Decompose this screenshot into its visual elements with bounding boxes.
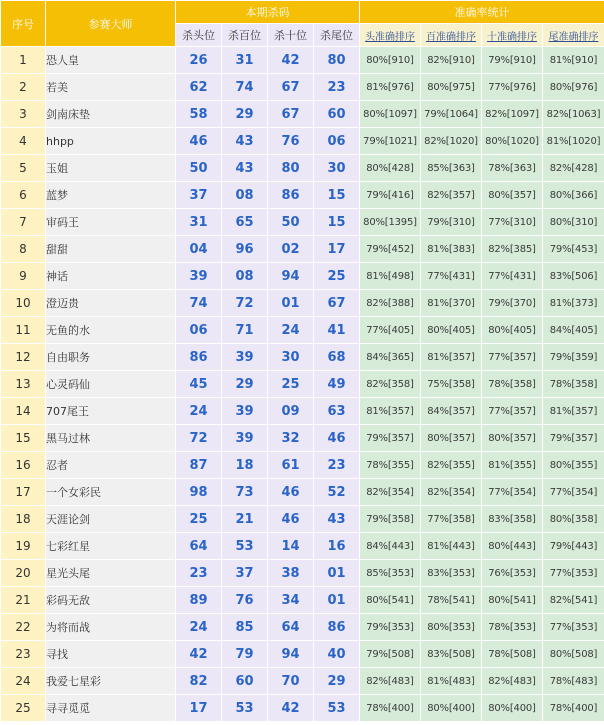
kill-tail-value: 01 [314,587,360,614]
expert-name: 我爱七星彩 [46,668,176,695]
accuracy-hundreds-value: 77%[358] [421,506,482,533]
expert-name: 黑马过林 [46,425,176,452]
kill-head-value: 23 [176,560,222,587]
kill-tens-value: 42 [268,695,314,722]
kill-tail-value: 15 [314,209,360,236]
accuracy-tail-value: 83%[506] [543,263,604,290]
row-number: 19 [1,533,46,560]
kill-tens-value: 25 [268,371,314,398]
row-number: 6 [1,182,46,209]
expert-name: 恐人皇 [46,47,176,74]
accuracy-head-value: 81%[976] [360,74,421,101]
accuracy-tens-value: 77%[357] [482,344,543,371]
kill-hundreds-value: 37 [222,560,268,587]
accuracy-tail-value: 80%[508] [543,641,604,668]
accuracy-tail-value: 78%[400] [543,695,604,722]
expert-name: 彩码无敌 [46,587,176,614]
table-row [1,695,604,722]
kill-hundreds-value: 31 [222,47,268,74]
expert-name: 心灵码仙 [46,371,176,398]
row-number: 16 [1,452,46,479]
accuracy-tail-value: 82%[1063] [543,101,604,128]
table-row [1,371,604,398]
kill-tens-value: 38 [268,560,314,587]
accuracy-head-value: 81%[498] [360,263,421,290]
table-row [1,101,604,128]
accuracy-tail-value: 82%[541] [543,587,604,614]
accuracy-tens-value: 81%[355] [482,452,543,479]
accuracy-tail-value: 81%[357] [543,398,604,425]
accuracy-tail-value: 77%[353] [543,614,604,641]
expert-name: 甜甜 [46,236,176,263]
accuracy-hundreds-value: 79%[310] [421,209,482,236]
kill-tens-value: 50 [268,209,314,236]
accuracy-tens-value: 80%[1020] [482,128,543,155]
kill-tail-value: 25 [314,263,360,290]
accuracy-hundreds-value: 85%[363] [421,155,482,182]
kill-head-value: 31 [176,209,222,236]
kill-head-value: 82 [176,668,222,695]
accuracy-head-value: 78%[355] [360,452,421,479]
accuracy-tens-value: 83%[358] [482,506,543,533]
kill-tail-value: 01 [314,560,360,587]
kill-hundreds-value: 73 [222,479,268,506]
kill-tens-value: 46 [268,506,314,533]
accuracy-tens-value: 77%[976] [482,74,543,101]
kill-hundreds-value: 21 [222,506,268,533]
accuracy-hundreds-value: 75%[358] [421,371,482,398]
kill-hundreds-value: 72 [222,290,268,317]
expert-name: 天涯论剑 [46,506,176,533]
accuracy-head-value: 80%[1097] [360,101,421,128]
table-row [1,425,604,452]
kill-head-value: 04 [176,236,222,263]
accuracy-head-value: 79%[508] [360,641,421,668]
row-number: 20 [1,560,46,587]
row-number: 7 [1,209,46,236]
row-number: 11 [1,317,46,344]
header-number: 序号 [1,1,46,47]
accuracy-head-value: 80%[910] [360,47,421,74]
accuracy-head-value: 85%[353] [360,560,421,587]
expert-name: 为将而战 [46,614,176,641]
accuracy-tail-value: 78%[483] [543,668,604,695]
kill-hundreds-value: 39 [222,398,268,425]
kill-tens-value: 34 [268,587,314,614]
accuracy-tens-value: 78%[508] [482,641,543,668]
kill-hundreds-value: 43 [222,128,268,155]
table-row [1,236,604,263]
accuracy-tens-value: 80%[357] [482,425,543,452]
accuracy-tail-value: 81%[373] [543,290,604,317]
expert-name: 寻找 [46,641,176,668]
accuracy-tens-value: 82%[1097] [482,101,543,128]
kill-tens-value: 94 [268,263,314,290]
header-expert: 参赛大师 [46,1,176,47]
kill-head-value: 26 [176,47,222,74]
header-kill-tens: 杀十位 [268,24,314,47]
table-row [1,614,604,641]
kill-hundreds-value: 53 [222,533,268,560]
accuracy-tens-value: 82%[385] [482,236,543,263]
kill-hundreds-value: 29 [222,101,268,128]
kill-tail-value: 49 [314,371,360,398]
kill-hundreds-value: 39 [222,344,268,371]
table-row [1,641,604,668]
kill-hundreds-value: 53 [222,695,268,722]
kill-tens-value: 42 [268,47,314,74]
accuracy-head-value: 84%[443] [360,533,421,560]
accuracy-head-value: 80%[428] [360,155,421,182]
kill-hundreds-value: 29 [222,371,268,398]
accuracy-hundreds-value: 82%[910] [421,47,482,74]
expert-name: 蓝梦 [46,182,176,209]
row-number: 9 [1,263,46,290]
table-row [1,155,604,182]
sort-link-head[interactable]: 头准确排序 [360,24,421,47]
kill-hundreds-value: 08 [222,182,268,209]
kill-tens-value: 76 [268,128,314,155]
kill-head-value: 37 [176,182,222,209]
accuracy-hundreds-value: 77%[431] [421,263,482,290]
header-row-top [1,1,604,24]
table-row [1,74,604,101]
kill-head-value: 64 [176,533,222,560]
accuracy-head-value: 79%[358] [360,506,421,533]
kill-head-value: 50 [176,155,222,182]
kill-tail-value: 06 [314,128,360,155]
table-row [1,47,604,74]
kill-tens-value: 67 [268,101,314,128]
header-kill-head: 杀头位 [176,24,222,47]
kill-head-value: 46 [176,128,222,155]
expert-name: 神话 [46,263,176,290]
sort-link-hundreds[interactable]: 百准确排序 [421,24,482,47]
accuracy-tail-value: 81%[910] [543,47,604,74]
kill-hundreds-value: 85 [222,614,268,641]
accuracy-tens-value: 77%[310] [482,209,543,236]
accuracy-hundreds-value: 81%[357] [421,344,482,371]
header-kill-tail: 杀尾位 [314,24,360,47]
accuracy-hundreds-value: 78%[541] [421,587,482,614]
kill-tens-value: 14 [268,533,314,560]
accuracy-tens-value: 79%[910] [482,47,543,74]
accuracy-hundreds-value: 82%[355] [421,452,482,479]
accuracy-tail-value: 79%[357] [543,425,604,452]
accuracy-hundreds-value: 80%[353] [421,614,482,641]
kill-tail-value: 41 [314,317,360,344]
accuracy-tail-value: 80%[310] [543,209,604,236]
table-body [1,47,604,722]
accuracy-head-value: 84%[365] [360,344,421,371]
accuracy-head-value: 77%[405] [360,317,421,344]
kill-tail-value: 15 [314,182,360,209]
expert-name: 一个女彩民 [46,479,176,506]
accuracy-head-value: 78%[400] [360,695,421,722]
accuracy-head-value: 82%[358] [360,371,421,398]
kill-hundreds-value: 71 [222,317,268,344]
kill-tens-value: 80 [268,155,314,182]
kill-tail-value: 68 [314,344,360,371]
table-row [1,587,604,614]
accuracy-tail-value: 77%[354] [543,479,604,506]
accuracy-hundreds-value: 81%[483] [421,668,482,695]
accuracy-tens-value: 77%[357] [482,398,543,425]
kill-tail-value: 29 [314,668,360,695]
accuracy-tail-value: 80%[976] [543,74,604,101]
kill-tail-value: 23 [314,74,360,101]
row-number: 15 [1,425,46,452]
accuracy-head-value: 82%[388] [360,290,421,317]
accuracy-head-value: 80%[1395] [360,209,421,236]
accuracy-head-value: 79%[416] [360,182,421,209]
accuracy-hundreds-value: 81%[383] [421,236,482,263]
accuracy-tail-value: 81%[1020] [543,128,604,155]
kill-tens-value: 64 [268,614,314,641]
accuracy-head-value: 79%[353] [360,614,421,641]
kill-tail-value: 52 [314,479,360,506]
expert-name: 寻寻觅觅 [46,695,176,722]
expert-name: 七彩红星 [46,533,176,560]
accuracy-tens-value: 76%[353] [482,560,543,587]
row-number: 5 [1,155,46,182]
expert-name: 星光头尾 [46,560,176,587]
accuracy-tens-value: 80%[400] [482,695,543,722]
accuracy-hundreds-value: 80%[357] [421,425,482,452]
kill-head-value: 74 [176,290,222,317]
kill-hundreds-value: 96 [222,236,268,263]
row-number: 13 [1,371,46,398]
accuracy-hundreds-value: 82%[354] [421,479,482,506]
kill-hundreds-value: 79 [222,641,268,668]
kill-head-value: 98 [176,479,222,506]
kill-tail-value: 53 [314,695,360,722]
row-number: 1 [1,47,46,74]
kill-hundreds-value: 76 [222,587,268,614]
row-number: 2 [1,74,46,101]
kill-tens-value: 86 [268,182,314,209]
table-row [1,290,604,317]
row-number: 23 [1,641,46,668]
accuracy-head-value: 79%[1021] [360,128,421,155]
accuracy-head-value: 79%[452] [360,236,421,263]
kill-tens-value: 67 [268,74,314,101]
kill-hundreds-value: 18 [222,452,268,479]
table-row [1,209,604,236]
accuracy-tail-value: 80%[366] [543,182,604,209]
kill-head-value: 86 [176,344,222,371]
table-row [1,479,604,506]
kill-tail-value: 63 [314,398,360,425]
kill-tens-value: 30 [268,344,314,371]
accuracy-hundreds-value: 84%[357] [421,398,482,425]
row-number: 3 [1,101,46,128]
table-row [1,317,604,344]
table-row [1,263,604,290]
accuracy-tens-value: 78%[353] [482,614,543,641]
expert-name: 无鱼的水 [46,317,176,344]
expert-name: 玉姐 [46,155,176,182]
accuracy-tail-value: 77%[353] [543,560,604,587]
kill-tail-value: 67 [314,290,360,317]
table-row [1,506,604,533]
expert-name: 剑南床垫 [46,101,176,128]
kill-tail-value: 43 [314,506,360,533]
accuracy-head-value: 81%[357] [360,398,421,425]
accuracy-hundreds-value: 83%[508] [421,641,482,668]
accuracy-tail-value: 80%[355] [543,452,604,479]
kill-head-value: 89 [176,587,222,614]
row-number: 4 [1,128,46,155]
accuracy-tens-value: 80%[443] [482,533,543,560]
kill-tail-value: 30 [314,155,360,182]
table-row [1,668,604,695]
expert-name: 审码王 [46,209,176,236]
header-kill-hundreds: 杀百位 [222,24,268,47]
accuracy-head-value: 80%[541] [360,587,421,614]
accuracy-hundreds-value: 80%[975] [421,74,482,101]
kill-hundreds-value: 08 [222,263,268,290]
accuracy-tail-value: 79%[443] [543,533,604,560]
kill-tens-value: 70 [268,668,314,695]
kill-tail-value: 17 [314,236,360,263]
row-number: 25 [1,695,46,722]
kill-hundreds-value: 43 [222,155,268,182]
expert-name: 自由职务 [46,344,176,371]
kill-head-value: 62 [176,74,222,101]
kill-hundreds-value: 60 [222,668,268,695]
accuracy-tens-value: 78%[358] [482,371,543,398]
row-number: 21 [1,587,46,614]
accuracy-head-value: 79%[357] [360,425,421,452]
kill-head-value: 39 [176,263,222,290]
kill-tens-value: 46 [268,479,314,506]
accuracy-tail-value: 79%[359] [543,344,604,371]
table-row [1,560,604,587]
accuracy-tail-value: 84%[405] [543,317,604,344]
accuracy-hundreds-value: 83%[353] [421,560,482,587]
table-row [1,398,604,425]
expert-name: hhpp [46,128,176,155]
expert-name: 澄迈贵 [46,290,176,317]
kill-tens-value: 94 [268,641,314,668]
kill-tail-value: 16 [314,533,360,560]
accuracy-hundreds-value: 81%[370] [421,290,482,317]
header-kill-group: 本期杀码 [176,1,360,24]
kill-head-value: 45 [176,371,222,398]
accuracy-hundreds-value: 79%[1064] [421,101,482,128]
header-stat-group: 准确率统计 [360,1,604,24]
row-number: 14 [1,398,46,425]
kill-head-value: 06 [176,317,222,344]
kill-head-value: 87 [176,452,222,479]
kill-head-value: 25 [176,506,222,533]
accuracy-tens-value: 80%[541] [482,587,543,614]
accuracy-tens-value: 77%[354] [482,479,543,506]
kill-head-value: 24 [176,398,222,425]
kill-head-value: 24 [176,614,222,641]
kill-tail-value: 80 [314,47,360,74]
kill-tail-value: 60 [314,101,360,128]
accuracy-hundreds-value: 80%[400] [421,695,482,722]
kill-tail-value: 46 [314,425,360,452]
accuracy-head-value: 82%[354] [360,479,421,506]
accuracy-tail-value: 82%[428] [543,155,604,182]
kill-hundreds-value: 65 [222,209,268,236]
kill-tail-value: 40 [314,641,360,668]
kill-tens-value: 01 [268,290,314,317]
table-row [1,182,604,209]
kill-tail-value: 23 [314,452,360,479]
kill-hundreds-value: 74 [222,74,268,101]
accuracy-tens-value: 80%[405] [482,317,543,344]
sort-link-tens[interactable]: 十准确排序 [482,24,543,47]
accuracy-head-value: 82%[483] [360,668,421,695]
kill-tail-value: 86 [314,614,360,641]
kill-head-value: 72 [176,425,222,452]
accuracy-hundreds-value: 82%[357] [421,182,482,209]
accuracy-tens-value: 80%[357] [482,182,543,209]
table-row [1,344,604,371]
sort-link-tail[interactable]: 尾准确排序 [543,24,604,47]
row-number: 8 [1,236,46,263]
accuracy-tail-value: 79%[453] [543,236,604,263]
accuracy-tail-value: 78%[358] [543,371,604,398]
kill-tens-value: 24 [268,317,314,344]
expert-name: 707尾王 [46,398,176,425]
accuracy-hundreds-value: 82%[1020] [421,128,482,155]
row-number: 17 [1,479,46,506]
accuracy-tail-value: 80%[358] [543,506,604,533]
row-number: 10 [1,290,46,317]
kill-tens-value: 61 [268,452,314,479]
kill-tens-value: 02 [268,236,314,263]
kill-tens-value: 09 [268,398,314,425]
row-number: 12 [1,344,46,371]
expert-name: 若美 [46,74,176,101]
accuracy-hundreds-value: 80%[405] [421,317,482,344]
kill-head-value: 58 [176,101,222,128]
kill-head-value: 42 [176,641,222,668]
accuracy-tens-value: 82%[483] [482,668,543,695]
accuracy-hundreds-value: 81%[443] [421,533,482,560]
accuracy-tens-value: 79%[370] [482,290,543,317]
kill-tens-value: 32 [268,425,314,452]
table-row [1,128,604,155]
row-number: 24 [1,668,46,695]
expert-name: 忍者 [46,452,176,479]
accuracy-tens-value: 77%[431] [482,263,543,290]
row-number: 22 [1,614,46,641]
kill-hundreds-value: 39 [222,425,268,452]
accuracy-tens-value: 78%[363] [482,155,543,182]
row-number: 18 [1,506,46,533]
table-row [1,533,604,560]
kill-head-value: 17 [176,695,222,722]
table-row [1,452,604,479]
